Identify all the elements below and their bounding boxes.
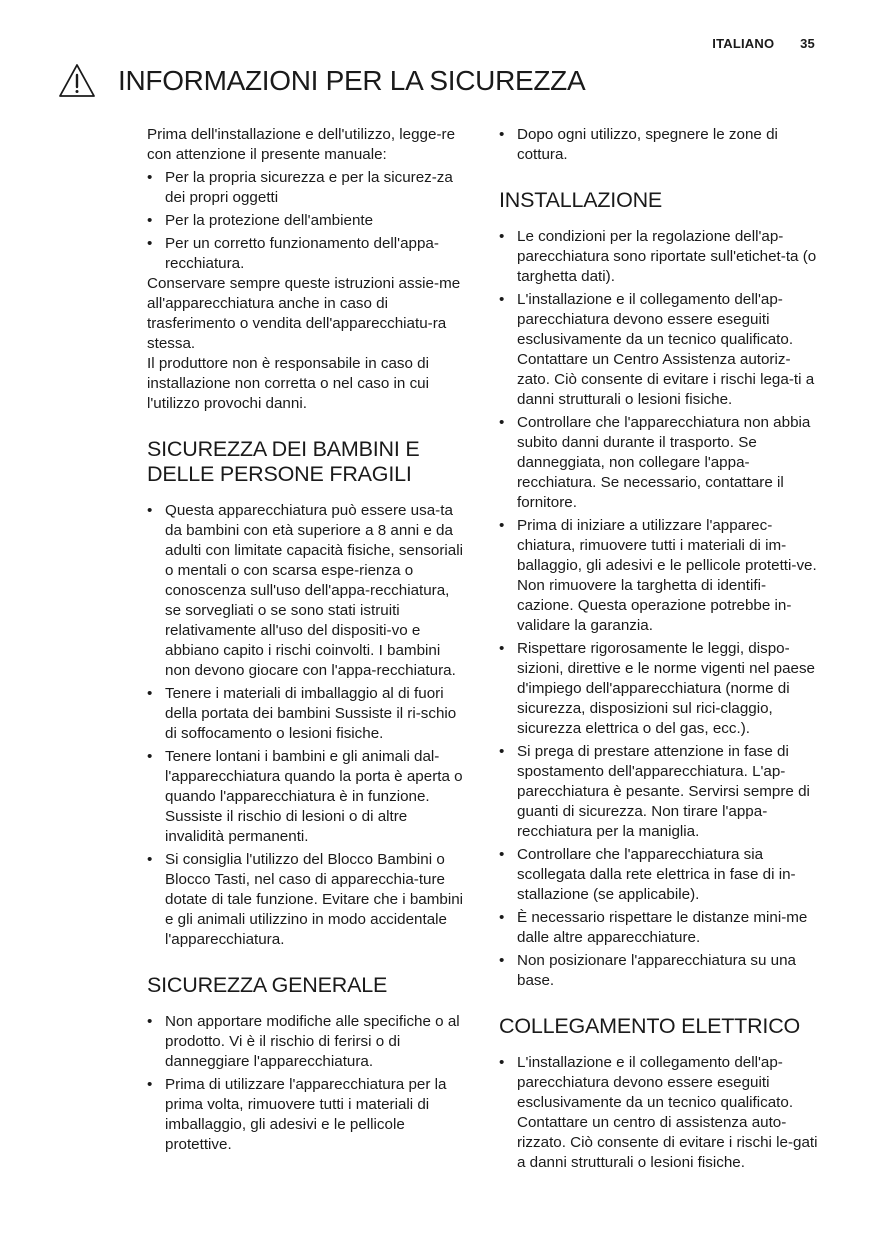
list-item: • Dopo ogni utilizzo, spegnere le zone di cottura. [499,125,821,165]
electrical-list [499,1053,821,1173]
general-safety-list [147,1012,469,1155]
right-column [499,125,821,1176]
warning-icon [58,62,96,100]
list-item: • Tenere i materiali di imballaggio al di fuori della portata dei bambini Sussiste il ri-schio di soffocamento o lesioni fisiche. [147,684,469,744]
section-title-electrical: COLLEGAMENTO ELETTRICO [499,1014,801,1038]
list-item: • Per un corretto funzionamento dell'appa-recchiatura. [147,234,469,274]
children-safety-list [147,501,469,950]
list-item: • Questa apparecchiatura può essere usa-ta da bambini con età superiore a 8 anni e da adulti con limitate capacità fisiche, sensoriali o mentali o con scarsa espe-rienza o conoscenza sull'uso dell'appa-recchiatura, se sorvegliati o se sono stati istruiti relativamente all'uso del dispositi-vo e abbiano capito i rischi coinvolti. I bambini non devono giocare con l'appa-recchiatura. [147,501,469,681]
paragraph: Il produttore non è responsabile in caso di installazione non corretta o nel caso in cui l'utilizzo provochi danni. [147,355,429,412]
list-item: • L'installazione e il collegamento dell'ap-parecchiatura devono essere eseguiti esclusivamente da un tecnico qualificato. Contattare un centro di assistenza auto-rizzato. Ciò consente di evitare i rischi le-gati a danni strutturali o lesioni fisiche. [499,1053,821,1173]
page-title: INFORMAZIONI PER LA SICUREZZA [118,65,586,96]
list-item: • Rispettare rigorosamente le leggi, dispo-sizioni, direttive e le norme vigenti nel paese d'impiego dell'apparecchiatura (norme di sicurezza, disposizioni sul rici-claggio, sicurezza elettrica o del gas, ecc.). [499,639,821,739]
intro-list [147,168,469,274]
list-item: • Si prega di prestare attenzione in fase di spostamento dell'apparecchiatura. L'ap-parecchiatura è pesante. Servirsi sempre di guanti di sicurezza. Non tirare l'appa-recchiatura per la maniglia. [499,742,821,842]
list-item: • Controllare che l'apparecchiatura non abbia subito danni durante il trasporto. Se danneggiata, non collegare l'appa-recchiatura. Se necessario, contattare il fornitore. [499,413,821,513]
list-item: • Controllare che l'apparecchiatura sia scollegata dalla rete elettrica in fase di in-stallazione (se applicabile). [499,845,821,905]
list-item: • Per la propria sicurezza e per la sicurez-za dei propri oggetti [147,168,469,208]
left-column [147,125,469,1158]
list-item: • Tenere lontani i bambini e gli animali dal-l'apparecchiatura quando la porta è aperta o quando l'apparecchiatura è in funzione. Sussiste il rischio di lesioni o di altre invalidità permanenti. [147,747,469,847]
list-item: • Per la protezione dell'ambiente [147,211,469,231]
list-item: • Non posizionare l'apparecchiatura su una base. [499,951,821,991]
language-label: ITALIANO [712,36,775,51]
list-item: • Prima di iniziare a utilizzare l'apparec-chiatura, rimuovere tutti i materiali di im-ballaggio, gli adesivi e le pellicole protetti-ve. Non rimuovere la targhetta di identifi-cazione. Questa operazione potrebbe in-validare la garanzia. [499,516,821,636]
section-title-installation: INSTALLAZIONE [499,188,663,212]
continued-list [499,125,821,165]
section-title-children: SICUREZZA DEI BAMBINI E DELLE PERSONE FRAGILI [147,437,420,486]
list-item: • L'installazione e il collegamento dell'ap-parecchiatura devono essere eseguiti esclusivamente da un tecnico qualificato. Contattare un Centro Assistenza autoriz-zato. Ciò consente di evitare i rischi lega-ti a danni strutturali o lesioni fisiche. [499,290,821,410]
paragraph: Conservare sempre queste istruzioni assie-me all'apparecchiatura anche in caso di trasferimento o vendita dell'apparecchiatu-ra stessa. [147,275,461,352]
list-item: • Non apportare modifiche alle specifiche o al prodotto. Vi è il rischio di ferirsi o di danneggiare l'apparecchiatura. [147,1012,469,1072]
list-item: • È necessario rispettare le distanze mini-me dalle altre apparecchiature. [499,908,821,948]
page-number: 35 [800,36,815,51]
installation-list [499,227,821,991]
section-title-general: SICUREZZA GENERALE [147,973,388,997]
intro-text: Prima dell'installazione e dell'utilizzo, legge-re con attenzione il presente manuale: [147,126,456,163]
list-item: • Le condizioni per la regolazione dell'ap-parecchiatura sono riportate sull'etichet-ta (o targhetta dati). [499,227,821,287]
list-item: • Si consiglia l'utilizzo del Blocco Bambini o Blocco Tasti, nel caso di apparecchia-ture dotate di tale funzione. Evitare che i bambini e gli animali utilizzino in modo accidentale l'apparecchiatura. [147,850,469,950]
list-item: • Prima di utilizzare l'apparecchiatura per la prima volta, rimuovere tutti i materiali di imballaggio, gli adesivi e le pellicole protettive. [147,1075,469,1155]
title-row [58,62,585,100]
page-header [712,36,815,51]
